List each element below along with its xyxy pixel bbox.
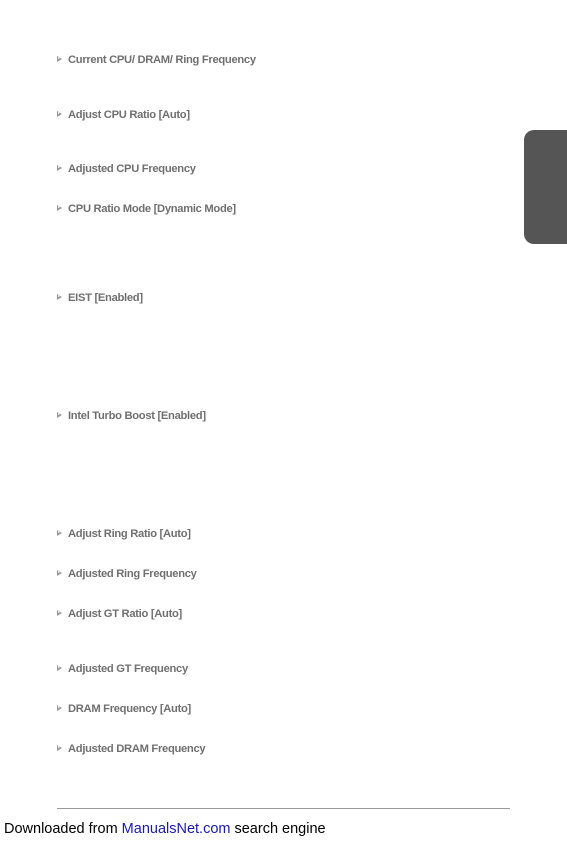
menu-item-adjust-cpu-ratio[interactable] [57, 109, 190, 121]
footer-suffix: search engine [230, 821, 326, 837]
menu-item-adjusted-cpu-frequency[interactable] [57, 163, 196, 175]
bullet-icon [57, 705, 62, 711]
menu-item-adjust-gt-ratio[interactable] [57, 608, 182, 620]
menu-item-adjusted-gt-frequency[interactable] [57, 663, 188, 675]
menu-item-eist[interactable] [57, 292, 143, 304]
bullet-icon [57, 111, 62, 117]
bullet-icon [57, 165, 62, 171]
menu-item-intel-turbo-boost[interactable] [57, 410, 206, 422]
download-footer [4, 821, 326, 837]
footer-link[interactable]: ManualsNet.com [121, 821, 231, 837]
bullet-icon [57, 665, 62, 671]
menu-item-label: Adjust CPU Ratio [Auto] [68, 109, 190, 121]
menu-item-label: CPU Ratio Mode [Dynamic Mode] [68, 203, 236, 215]
footer-prefix: Downloaded from [4, 821, 122, 837]
bullet-icon [57, 570, 62, 576]
menu-item-label: Adjust Ring Ratio [Auto] [68, 528, 191, 540]
menu-item-cpu-ratio-mode[interactable] [57, 203, 236, 215]
menu-item-label: EIST [Enabled] [68, 292, 143, 304]
bullet-icon [57, 745, 62, 751]
menu-item-adjusted-ring-frequency[interactable] [57, 568, 197, 580]
bullet-icon [57, 294, 62, 300]
menu-item-label: Intel Turbo Boost [Enabled] [68, 410, 206, 422]
menu-item-dram-frequency[interactable] [57, 703, 191, 715]
menu-item-adjusted-dram-frequency[interactable] [57, 743, 205, 755]
menu-item-label: DRAM Frequency [Auto] [68, 703, 191, 715]
menu-item-label: Adjusted CPU Frequency [68, 163, 196, 175]
bullet-icon [57, 530, 62, 536]
menu-item-label: Current CPU/ DRAM/ Ring Frequency [68, 54, 256, 66]
menu-item-label: Adjusted GT Frequency [68, 663, 188, 675]
bullet-icon [57, 610, 62, 616]
bullet-icon [57, 205, 62, 211]
menu-item-adjust-ring-ratio[interactable] [57, 528, 191, 540]
menu-item-label: Adjusted Ring Frequency [68, 568, 197, 580]
bullet-icon [57, 412, 62, 418]
side-tab [524, 130, 567, 244]
menu-item-label: Adjusted DRAM Frequency [68, 743, 206, 755]
menu-item-current-frequency[interactable] [57, 54, 256, 66]
footer-divider [57, 808, 510, 809]
menu-item-label: Adjust GT Ratio [Auto] [68, 608, 182, 620]
bullet-icon [57, 56, 62, 62]
